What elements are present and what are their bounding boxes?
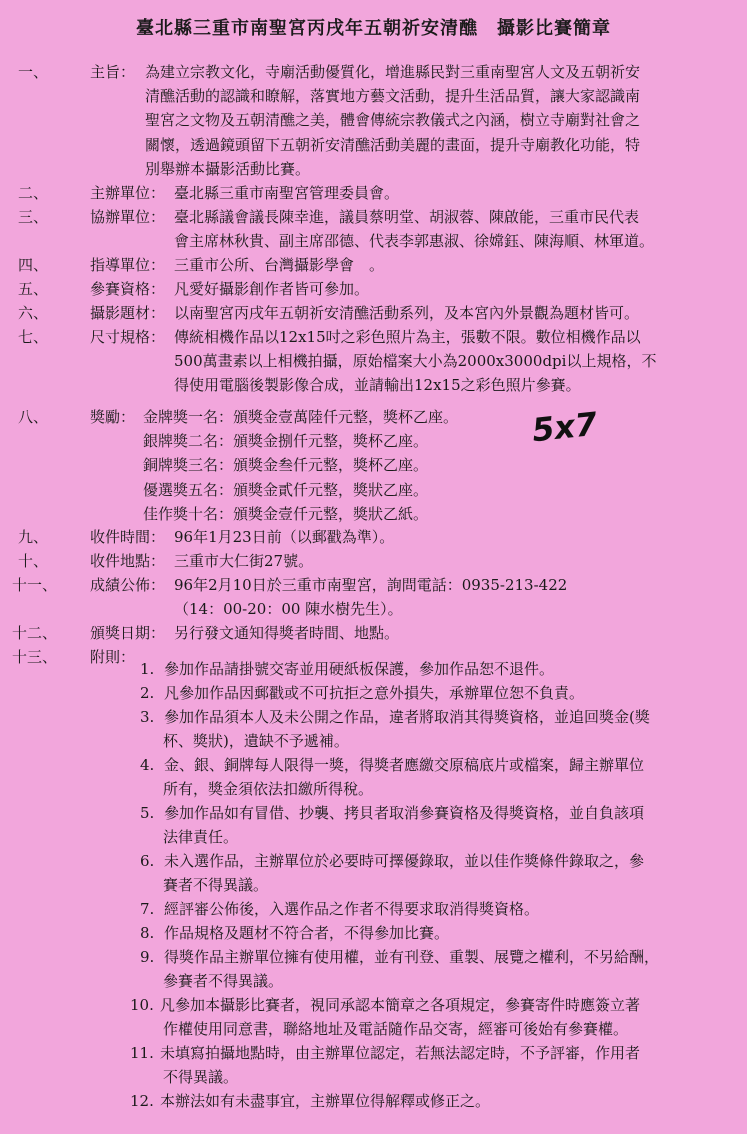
section-text-line: 優選獎五名：頒獎金貳仟元整，獎狀乙座。 xyxy=(143,480,429,499)
note-text-line: 賽者不得異議。 xyxy=(163,876,269,895)
section-text-line: （14：00-20：00 陳水樹先生）。 xyxy=(174,600,403,619)
section-text-line: 臺北縣議會議長陳幸進，議員蔡明堂、胡淑蓉、陳啟能，三重市民代表 xyxy=(174,208,640,226)
note-number: 5. xyxy=(140,804,155,822)
section-number: 八、 xyxy=(18,408,49,426)
section-number: 十一、 xyxy=(12,576,58,594)
note-text-line: 參加作品請掛號交寄並用硬紙板保護，參加作品恕不退件。 xyxy=(164,660,555,678)
note-text-line: 所有，獎金須依法扣繳所得稅。 xyxy=(163,780,374,799)
note-text-line: 未填寫拍攝地點時，由主辦單位認定，若無法認定時，不予評審，作用者 xyxy=(160,1044,641,1062)
section-text-line: 96年2月10日於三重市南聖宮，詢問電話：0935-213-422 xyxy=(174,576,568,594)
section-text-line: 會主席林秋貴、副主席邵德、代表李郭惠淑、徐嫦鈺、陳海順、林軍道。 xyxy=(174,232,655,251)
section-number: 十三、 xyxy=(12,648,58,666)
section-text-line: 另行發文通知得獎者時間、地點。 xyxy=(174,624,400,642)
handwritten-note: 5x7 xyxy=(530,404,599,450)
note-number: 6. xyxy=(140,852,155,870)
section-text-line: 聖宮之文物及五朝清醮之美，體會傳統宗教儀式之內涵，樹立寺廟對社會之 xyxy=(145,111,641,130)
note-text-line: 法律責任。 xyxy=(163,828,239,847)
section-label: 收件時間： xyxy=(90,528,166,546)
section-label: 協辦單位： xyxy=(90,208,166,226)
note-text-line: 參加作品須本人及未公開之作品，違者將取消其得獎資格，並追回獎金(獎 xyxy=(164,708,650,726)
section-text-line: 銅牌獎三名：頒獎金叁仟元整，獎杯乙座。 xyxy=(143,456,429,475)
note-number: 2. xyxy=(140,684,155,702)
section-label: 附則： xyxy=(90,648,136,666)
section-text-line: 佳作獎十名：頒獎金壹仟元整，獎狀乙紙。 xyxy=(143,504,429,523)
section-label: 收件地點： xyxy=(90,552,166,570)
section-label: 攝影題材： xyxy=(90,304,166,322)
section-number: 九、 xyxy=(18,528,49,546)
section-number: 十二、 xyxy=(12,624,58,642)
note-text-line: 凡參加作品因郵戳或不可抗拒之意外損失，承辦單位恕不負責。 xyxy=(164,684,585,702)
section-text-line: 銀牌獎二名：頒獎金捌仟元整，獎杯乙座。 xyxy=(143,432,429,451)
section-number: 三、 xyxy=(18,208,49,226)
page-title: 臺北縣三重市南聖宮丙戌年五朝祈安清醮 攝影比賽簡章 xyxy=(136,18,611,39)
note-text-line: 參加作品如有冒借、抄襲、拷貝者取消參賽資格及得獎資格，並自負該項 xyxy=(164,804,645,822)
note-text-line: 金、銀、銅牌每人限得一獎，得獎者應繳交原稿底片或檔案，歸主辦單位 xyxy=(164,756,645,774)
section-label: 獎勵： xyxy=(90,408,136,426)
section-label: 主旨： xyxy=(90,63,136,81)
note-number: 9. xyxy=(140,948,155,966)
section-text-line: 三重市公所、台灣攝影學會 。 xyxy=(174,256,385,274)
note-number: 8. xyxy=(140,924,155,942)
section-number: 一、 xyxy=(18,63,49,81)
section-number: 五、 xyxy=(18,280,49,298)
section-label: 頒獎日期： xyxy=(90,624,166,642)
note-text-line: 不得異議。 xyxy=(163,1068,239,1087)
note-text-line: 經評審公佈後，入選作品之作者不得要求取消得獎資格。 xyxy=(164,900,540,918)
section-text-line: 清醮活動的認識和瞭解，落實地方藝文活動，提升生活品質，讓大家認識南 xyxy=(145,87,641,106)
section-label: 指導單位： xyxy=(90,256,166,274)
section-number: 六、 xyxy=(18,304,49,322)
section-text-line: 凡愛好攝影創作者皆可參加。 xyxy=(174,280,370,298)
note-number: 7. xyxy=(140,900,155,918)
section-text-line: 為建立宗教文化，寺廟活動優質化，增進縣民對三重南聖宮人文及五朝祈安 xyxy=(145,63,641,81)
section-text-line: 三重市大仁街27號。 xyxy=(174,552,314,570)
section-text-line: 金牌獎一名：頒獎金壹萬陸仟元整，獎杯乙座。 xyxy=(143,408,459,426)
section-label: 尺寸規格： xyxy=(90,328,166,346)
section-label: 主辦單位： xyxy=(90,184,166,202)
section-text-line: 傳統相機作品以12x15吋之彩色照片為主，張數不限。數位相機作品以 xyxy=(174,328,641,346)
section-text-line: 以南聖宮丙戌年五朝祈安清醮活動系列，及本宮內外景觀為題材皆可。 xyxy=(174,304,640,322)
note-text-line: 杯、獎狀)，遺缺不予遞補。 xyxy=(163,732,349,751)
section-number: 二、 xyxy=(18,184,49,202)
note-text-line: 作權使用同意書，聯絡地址及電話隨作品交寄，經審可後始有參賽權。 xyxy=(163,1020,629,1039)
section-text-line: 96年1月23日前（以郵戳為準）。 xyxy=(174,528,395,546)
note-number: 4. xyxy=(140,756,155,774)
note-number: 11. xyxy=(130,1044,154,1062)
note-text-line: 作品規格及題材不符合者，不得參加比賽。 xyxy=(164,924,450,942)
section-text-line: 關懷，透過鏡頭留下五朝祈安清醮活動美麗的畫面，提升寺廟教化功能，特 xyxy=(145,135,641,154)
section-label: 成績公佈： xyxy=(90,576,166,594)
note-text-line: 本辦法如有未盡事宜，主辦單位得解釋或修正之。 xyxy=(160,1092,491,1110)
note-text-line: 參賽者不得異議。 xyxy=(163,972,284,991)
section-text-line: 臺北縣三重市南聖宮管理委員會。 xyxy=(174,184,400,202)
note-text-line: 得獎作品主辦單位擁有使用權，並有刊登、重製、展覽之權利，不另給酬， xyxy=(164,948,660,966)
section-text-line: 500萬畫素以上相機拍攝，原始檔案大小為2000x3000dpi以上規格，不 xyxy=(174,352,657,371)
section-number: 七、 xyxy=(18,328,49,346)
section-text-line: 別舉辦本攝影活動比賽。 xyxy=(145,159,311,178)
section-text-line: 得使用電腦後製影像合成，並請輸出12x15之彩色照片參賽。 xyxy=(174,376,581,395)
note-number: 3. xyxy=(140,708,155,726)
note-number: 12. xyxy=(130,1092,154,1110)
section-number: 十、 xyxy=(18,552,49,570)
note-number: 10. xyxy=(130,996,154,1014)
note-number: 1. xyxy=(140,660,155,678)
note-text-line: 未入選作品，主辦單位於必要時可擇優錄取，並以佳作獎條件錄取之，參 xyxy=(164,852,645,870)
note-text-line: 凡參加本攝影比賽者，視同承認本簡章之各項規定，參賽寄件時應簽立著 xyxy=(160,996,641,1014)
section-label: 參賽資格： xyxy=(90,280,166,298)
section-number: 四、 xyxy=(18,256,49,274)
